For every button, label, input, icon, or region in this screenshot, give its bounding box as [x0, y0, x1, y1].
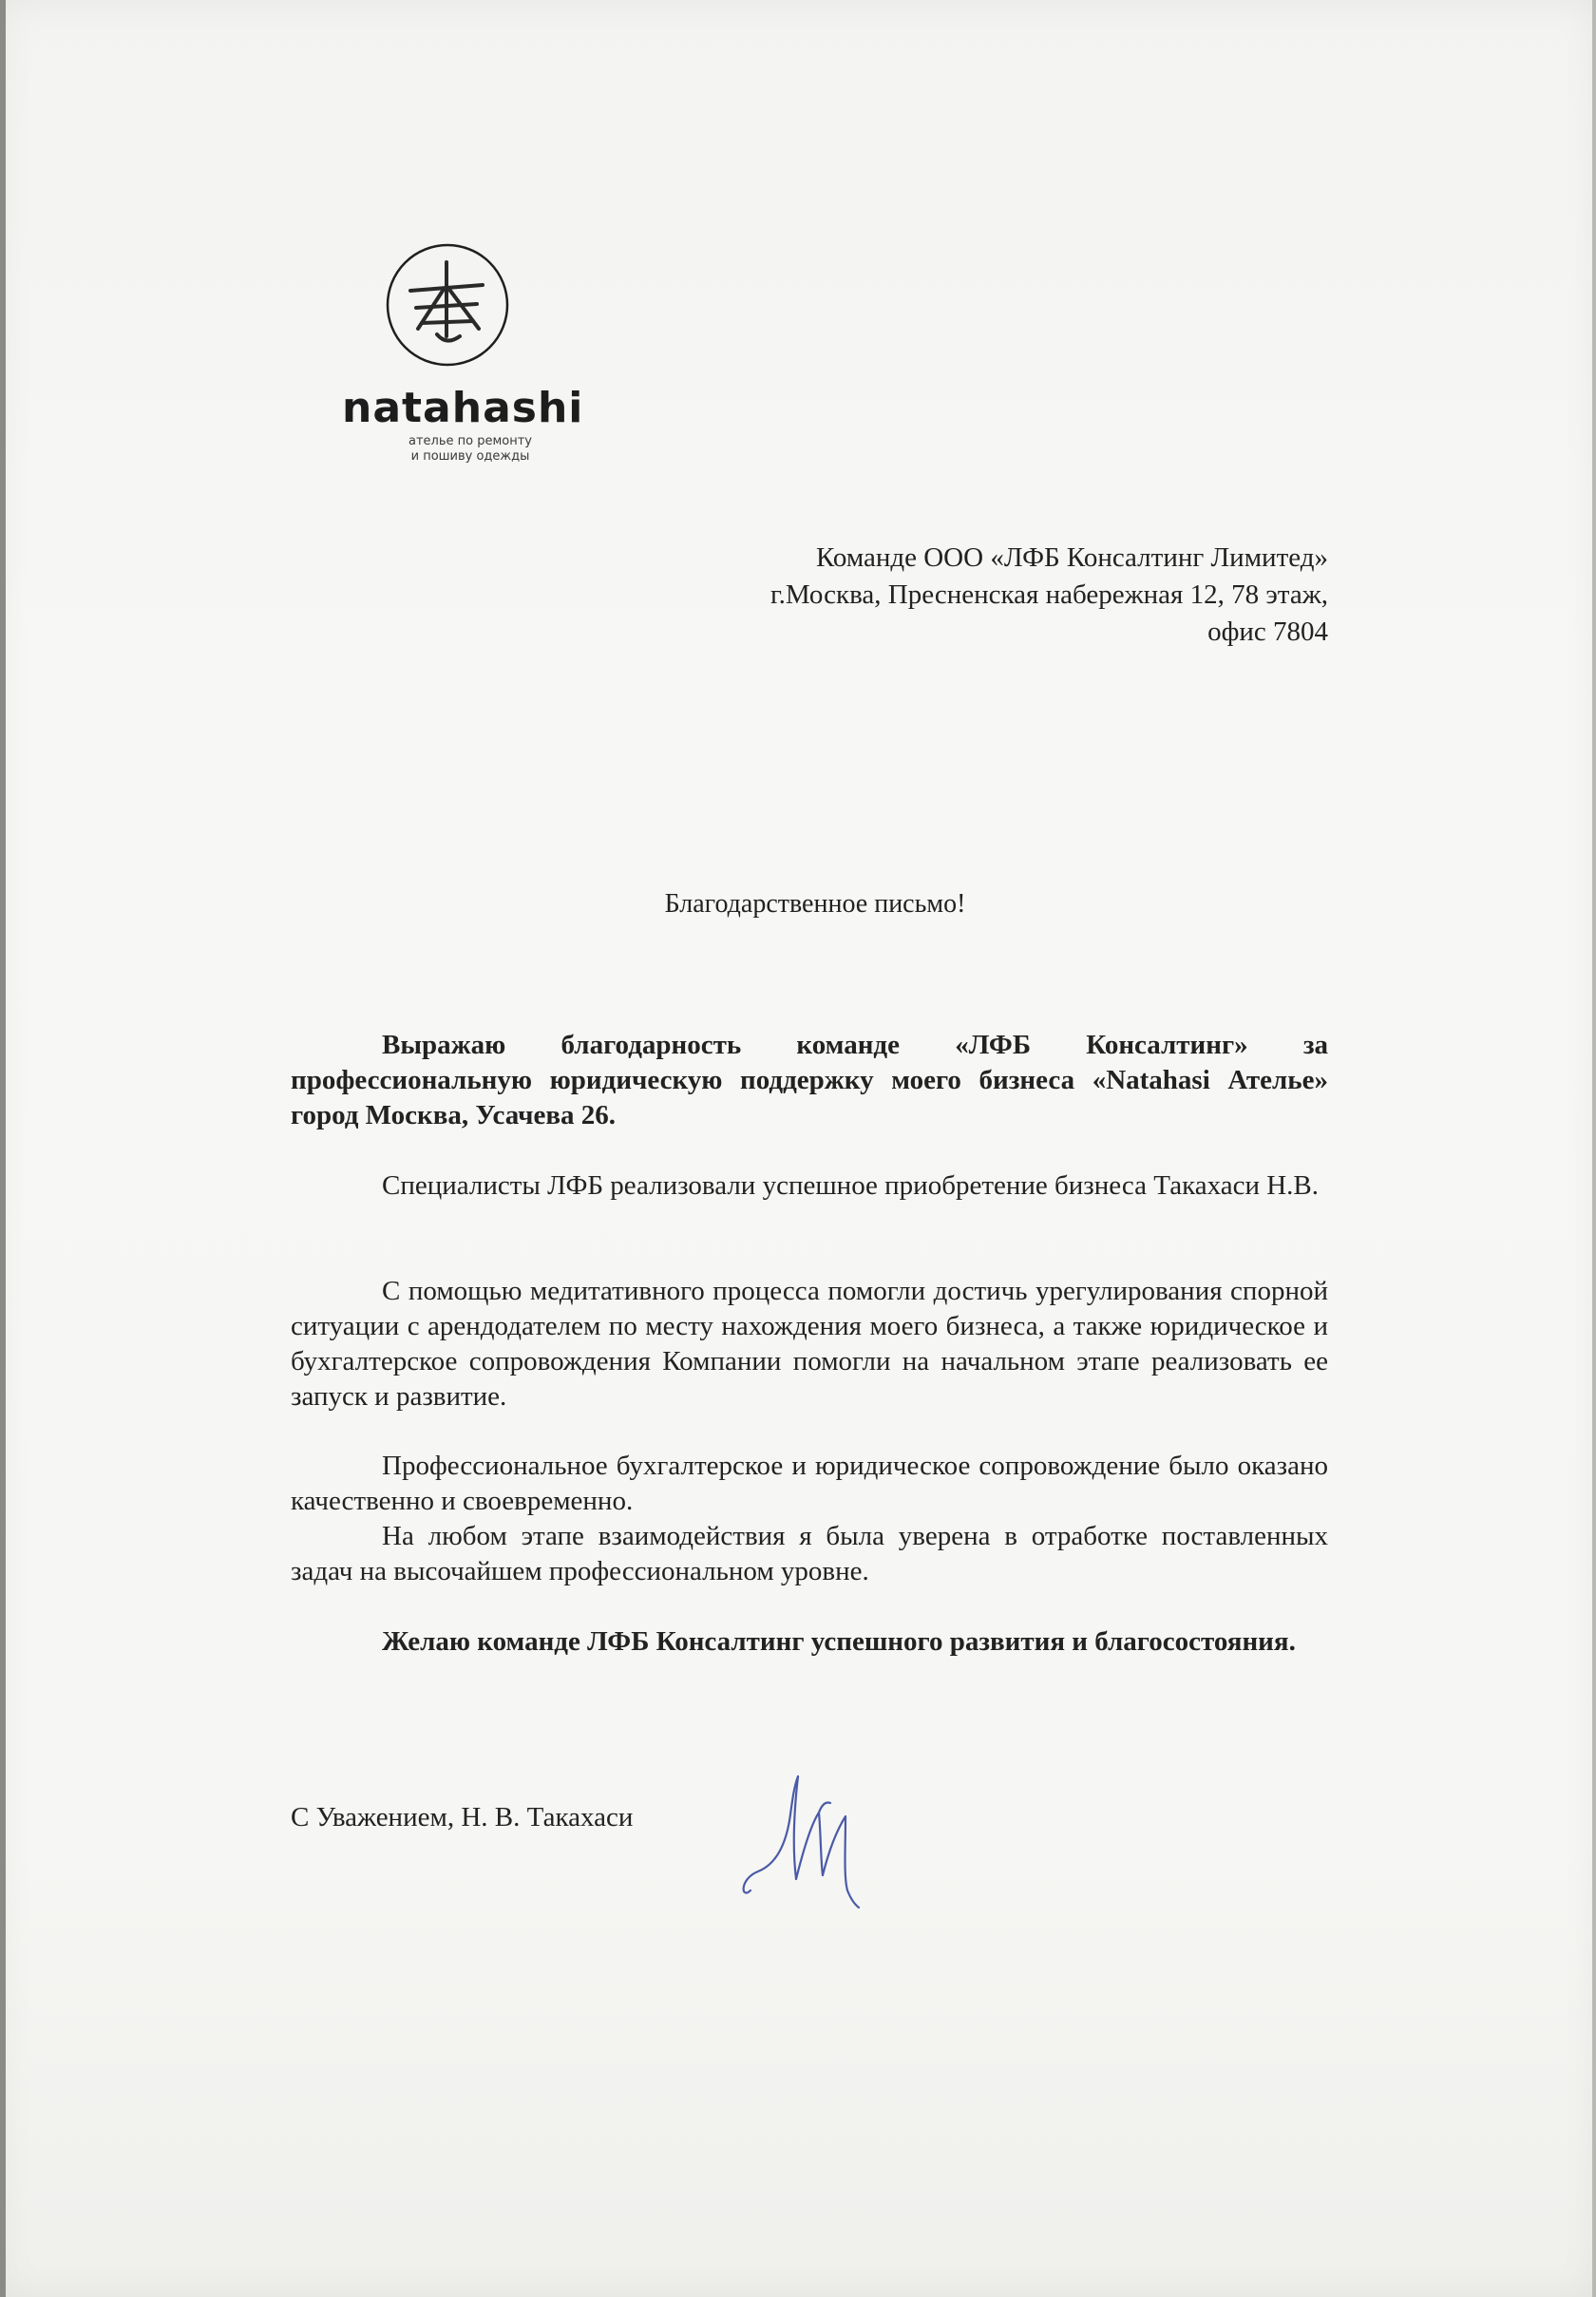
logo-wordmark: natahashi: [342, 384, 584, 432]
scan-edge-right: [1592, 0, 1596, 2297]
logo-tagline: [380, 434, 560, 465]
addressee-line-3: офис 7804: [1207, 617, 1328, 647]
addressee-line-1: Команде ООО «ЛФБ Консалтинг Лимитед»: [815, 542, 1328, 573]
logo-tagline-line2: и пошиву одежды: [410, 449, 530, 464]
paragraph-acquisition: Специалисты ЛФБ реализовали успешное приобретение бизнеса Такахаси Н.В.: [382, 1170, 1320, 1201]
paragraph-confidence: На любом этапе взаимодействия я была уверена в отработке поставленных задач на высочайшем профессиональном уровне.: [291, 1521, 1328, 1586]
company-logo: [342, 241, 584, 479]
logo-tagline-line1: ателье по ремонту: [408, 434, 532, 448]
addressee-block: [606, 540, 1328, 651]
addressee-line-2: г.Москва, Пресненская набережная 12, 78 этаж,: [770, 579, 1328, 610]
scan-edge-left: [0, 0, 6, 2297]
handwritten-signature: [732, 1757, 902, 1919]
paragraph-support-quality: Профессиональное бухгалтерское и юридическое сопровождение было оказано качественно и своевременно.: [291, 1451, 1328, 1516]
paragraph-gratitude: Выражаю благодарность команде «ЛФБ Консалтинг» за профессиональную юридическую поддержку моего бизнеса «Natahasi Ателье» город Москва, Усачева 26.: [291, 1030, 1328, 1130]
paragraph-wishes: Желаю команде ЛФБ Консалтинг успешного развития и благосостояния.: [382, 1626, 1296, 1657]
paragraph-mediation: С помощью медитативного процесса помогли достичь урегулирования спорной ситуации с арендодателем по месту нахождения моего бизнеса, а также юридическое и бухгалтерское сопровождения Компании помогли на начальном этапе реализовать ее запуск и развитие.: [291, 1276, 1328, 1412]
letter-title: Благодарственное письмо!: [664, 889, 966, 919]
logo-emblem-icon: [384, 241, 511, 369]
closing-signoff: С Уважением, Н. В. Такахаси: [291, 1802, 634, 1832]
